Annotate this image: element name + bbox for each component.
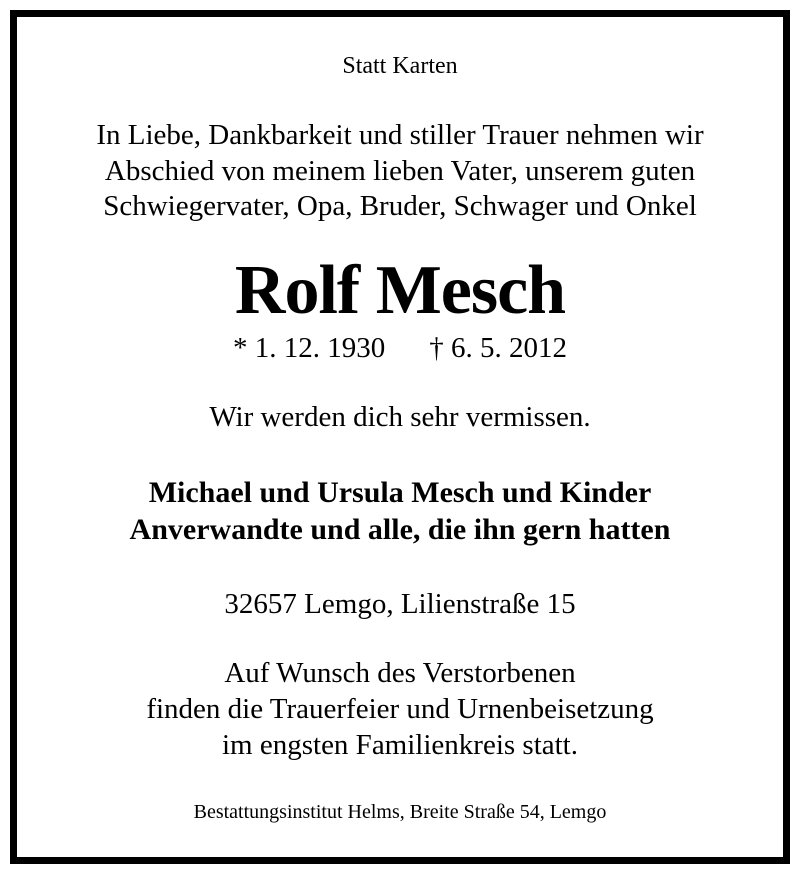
life-dates [0,334,800,363]
header-statt-karten: Statt Karten [342,53,458,79]
funeral-notice-line-3: im engsten Familienkreis statt. [221,729,578,761]
mourners-line-2: Anverwandte und alle, die ihn gern hatten [129,513,671,546]
intro-line-3: Schwiegervater, Opa, Bruder, Schwager und Onkel [103,190,697,222]
mourners-line-1: Michael und Ursula Mesch und Kinder [148,476,652,509]
funeral-notice-line-2: finden die Trauerfeier und Urnenbeisetzung [146,693,654,725]
intro-line-2: Abschied von meinem lieben Vater, unserem guten [104,155,696,187]
undertaker-line: Bestattungsinstitut Helms, Breite Straße 54, Lemgo [193,801,607,823]
birth-date: * 1. 12. 1930 [233,332,386,364]
mourner-address: 32657 Lemgo, Lilienstraße 15 [224,588,576,620]
funeral-notice-line-1: Auf Wunsch des Verstorbenen [224,657,576,689]
intro-line-1: In Liebe, Dankbarkeit und stiller Trauer nehmen wir [96,119,704,151]
deceased-name: Rolf Mesch [234,252,566,329]
farewell-line: Wir werden dich sehr vermissen. [209,401,591,433]
death-date: † 6. 5. 2012 [429,332,567,364]
